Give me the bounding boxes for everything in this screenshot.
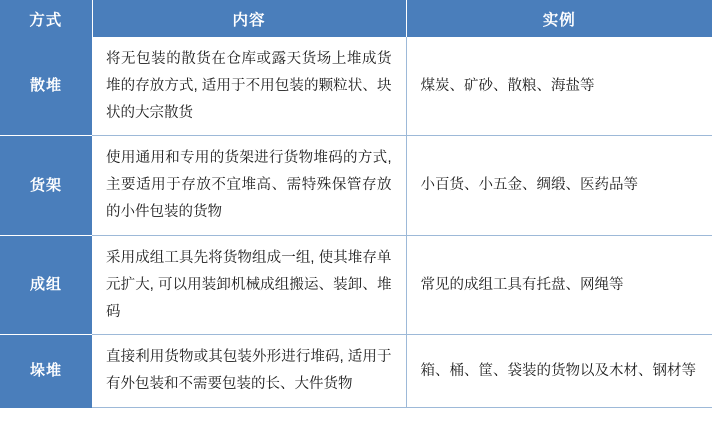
table-header-row (0, 0, 712, 37)
cell-example: 煤炭、矿砂、散粮、海盐等 (406, 37, 712, 136)
cell-method: 垛堆 (0, 335, 92, 408)
cell-example: 常见的成组工具有托盘、网绳等 (406, 235, 712, 334)
cell-content: 直接利用货物或其包装外形进行堆码, 适用于有外包装和不需要包装的长、大件货物 (92, 335, 406, 408)
table-body (0, 37, 712, 407)
cell-method: 货架 (0, 136, 92, 235)
table-row (0, 37, 712, 136)
table-row (0, 335, 712, 408)
table-header (0, 0, 712, 37)
column-header-example: 实例 (406, 0, 712, 37)
cell-example: 箱、桶、筐、袋装的货物以及木材、钢材等 (406, 335, 712, 408)
table-row (0, 136, 712, 235)
cell-example: 小百货、小五金、绸缎、医药品等 (406, 136, 712, 235)
column-header-content: 内容 (92, 0, 406, 37)
table-row (0, 235, 712, 334)
cell-content: 将无包装的散货在仓库或露天货场上堆成货堆的存放方式, 适用于不用包装的颗粒状、块状的大宗散货 (92, 37, 406, 136)
cell-content: 使用通用和专用的货架进行货物堆码的方式, 主要适用于存放不宜堆高、需特殊保管存放的小件包装的货物 (92, 136, 406, 235)
cell-content: 采用成组工具先将货物组成一组, 使其堆存单元扩大, 可以用装卸机械成组搬运、装卸、堆码 (92, 235, 406, 334)
cell-method: 散堆 (0, 37, 92, 136)
column-header-method: 方式 (0, 0, 92, 37)
cell-method: 成组 (0, 235, 92, 334)
